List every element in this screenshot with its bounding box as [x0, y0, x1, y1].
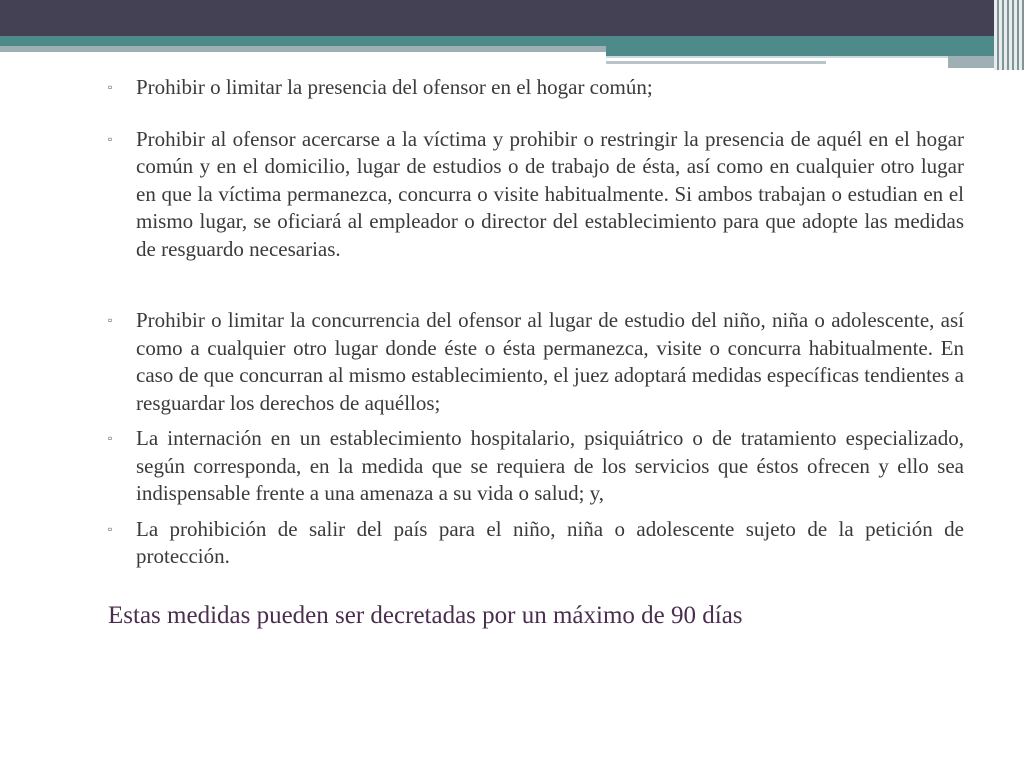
bullet-text: La internación en un establecimiento hospitalario, psiquiátrico o de tratamiento especializado, según corresponda, en la medida que se requiera de los servicios que éstos ofrecen y ello sea indispensable frente a una amenaza a su vida o salud; y, [136, 426, 964, 505]
header-stripes-decoration [994, 0, 1024, 70]
conclusion-text: Estas medidas pueden ser decretadas por un máximo de 90 días [108, 601, 743, 629]
bullet-item [108, 425, 964, 508]
bullet-text: Prohibir o limitar la concurrencia del ofensor al lugar de estudio del niño, niña o adolescente, así como a cualquier otro lugar donde éste o ésta permanezca, visite o concurra habitualmente. En caso de que concurran al mismo establecimiento, el juez adoptará medidas específicas tendientes a resguardar los derechos de aquéllos; [136, 308, 964, 415]
header-teal-lower-bar [606, 46, 1024, 56]
bullet-text: Prohibir al ofensor acercarse a la víctima y prohibir o restringir la presencia de aquél en el hogar común y en el domicilio, lugar de estudios o de trabajo de ésta, así como en cualquier otro lugar en que la víctima permanezca, concurra o visite habitualmente. Si ambos trabajan o estudian en el mismo lugar, se oficiará al empleador o director del establecimiento para que adopte las medidas de resguardo necesarias. [136, 126, 964, 261]
bullet-marker-icon: ▫ [108, 431, 113, 445]
bullet-item [108, 516, 964, 571]
bullet-text: Prohibir o limitar la presencia del ofensor en el hogar común; [136, 75, 653, 99]
bullet-text: La prohibición de salir del país para el niño, niña o adolescente sujeto de la petición de protección. [136, 516, 964, 568]
header-teal-bar [0, 36, 1024, 46]
bullet-marker-icon: ▫ [108, 313, 113, 327]
header-thin-line-secondary [606, 61, 826, 64]
header-right-block [948, 56, 998, 68]
bullet-marker-icon: ▫ [108, 80, 113, 94]
header-gray-band [0, 46, 606, 52]
bullet-item [108, 74, 964, 102]
header-thin-line [606, 56, 948, 58]
bullet-marker-icon: ▫ [108, 131, 113, 146]
header-dark-bar [0, 0, 1024, 36]
bullet-item [108, 126, 964, 264]
slide-content [108, 74, 964, 631]
bullet-item [108, 307, 964, 417]
bullet-marker-icon: ▫ [108, 521, 113, 536]
